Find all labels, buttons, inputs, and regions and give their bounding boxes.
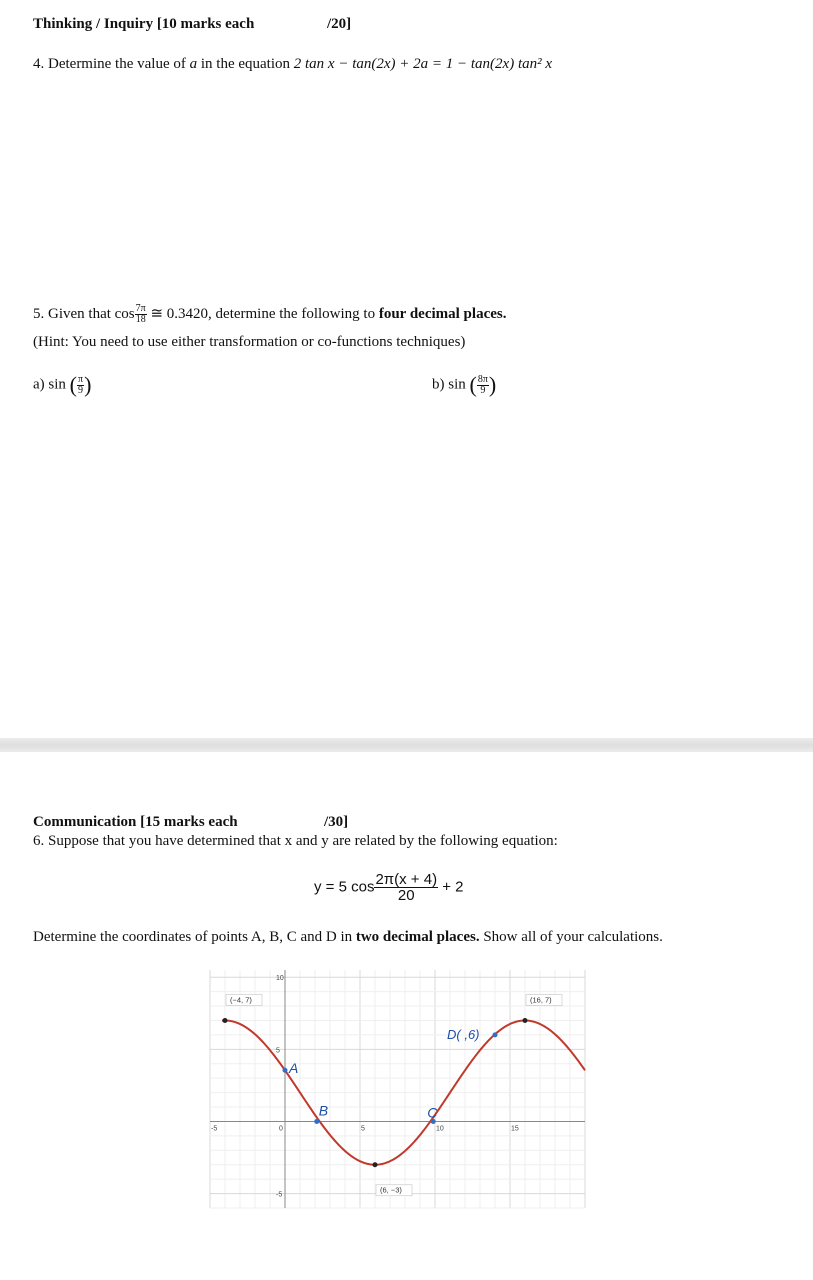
- emphasis-four-decimal: four decimal places.: [378, 306, 507, 322]
- handwritten-label: B: [318, 1102, 329, 1119]
- section-total-thinking: /20]: [327, 16, 352, 32]
- paren-close: ): [84, 372, 92, 397]
- fraction-numerator: 7π: [135, 303, 146, 315]
- question-number: 4.: [33, 56, 45, 72]
- fraction-denominator: 9: [477, 385, 489, 396]
- question-text-2: in the equation: [200, 56, 291, 72]
- question-6-instruction: [33, 929, 663, 946]
- fraction-pi-9: [77, 375, 84, 396]
- question-5: [33, 304, 506, 325]
- section-heading-text: Thinking / Inquiry [10 marks each: [33, 16, 255, 32]
- paren-open: (: [469, 372, 477, 397]
- section-total-communication: /30]: [324, 814, 349, 830]
- instruction-text-2: Show all of your calculations.: [483, 929, 663, 945]
- fraction-numerator: 2π(x + 4): [375, 871, 438, 888]
- equation-fraction: [374, 872, 438, 903]
- question-text: Determine the value of: [48, 56, 186, 72]
- paren-open: (: [69, 372, 77, 397]
- equation-rhs: + 2: [442, 878, 464, 896]
- graph-points: [223, 994, 563, 1195]
- instruction-text: Determine the coordinates of points A, B, C and D in: [33, 929, 353, 945]
- paren-close: ): [488, 372, 497, 397]
- x-tick-label: -5: [211, 1125, 218, 1133]
- equation-lhs: y = 5 cos: [314, 878, 375, 896]
- question-5-hint: (Hint: You need to use either transformation or co-functions techniques): [33, 334, 466, 350]
- emphasis-two-decimal: two decimal places.: [355, 929, 480, 945]
- data-point: [223, 1018, 228, 1023]
- x-tick-label: 0: [279, 1125, 283, 1133]
- cosine-graph: [205, 965, 590, 1213]
- handwritten-label: A: [289, 1060, 299, 1077]
- page-divider: [0, 738, 813, 752]
- fraction-numerator: π: [78, 373, 84, 385]
- question-4-equation: 2 tan x − tan(2x) + 2a = 1 − tan(2x) tan² x: [293, 56, 553, 72]
- handwritten-label: C: [427, 1104, 438, 1121]
- question-6: [33, 833, 558, 850]
- variable-a: a: [189, 56, 198, 72]
- fraction-denominator: 9: [78, 384, 84, 396]
- data-point: [523, 1018, 528, 1023]
- question-5-part-a: [33, 372, 91, 398]
- point-label: (6, −3): [380, 1185, 402, 1195]
- question-4: [33, 56, 552, 73]
- fraction-7pi-18: [135, 304, 147, 325]
- part-a-label: a) sin: [33, 376, 66, 393]
- section-heading-communication: Communication [15 marks each: [33, 814, 238, 830]
- y-tick-label: 5: [276, 1047, 280, 1055]
- fraction-denominator: 18: [135, 314, 146, 326]
- question-number: 6.: [33, 833, 45, 849]
- question-6-equation: [314, 872, 464, 903]
- handwritten-label: D( ,6): [447, 1026, 480, 1042]
- approx-text: ≅ 0.3420, determine the following to: [150, 306, 376, 322]
- fraction-numerator: 8π: [477, 373, 488, 385]
- question-5-part-b: [432, 372, 496, 398]
- question-number: 5.: [33, 306, 45, 322]
- y-tick-label: 10: [276, 975, 284, 983]
- point-label: (−4, 7): [230, 995, 252, 1005]
- fraction-denominator: 20: [374, 887, 438, 903]
- question-text: Suppose that you have determined that x and y are related by the following equation:: [48, 833, 558, 849]
- part-b-label: b) sin: [432, 376, 466, 393]
- handwritten-point: [493, 1032, 498, 1037]
- x-tick-label: 5: [361, 1125, 365, 1133]
- handwritten-point: [314, 1119, 319, 1124]
- y-tick-label: -5: [276, 1191, 283, 1199]
- point-label: (16, 7): [530, 995, 552, 1005]
- fraction-8pi-9: [477, 375, 489, 396]
- section-heading-thinking: [33, 16, 254, 33]
- x-tick-label: 10: [436, 1125, 444, 1133]
- handwritten-point: [283, 1068, 288, 1073]
- x-tick-label: 15: [511, 1125, 519, 1133]
- given-text: Given that cos: [48, 306, 135, 322]
- data-point: [373, 1162, 378, 1167]
